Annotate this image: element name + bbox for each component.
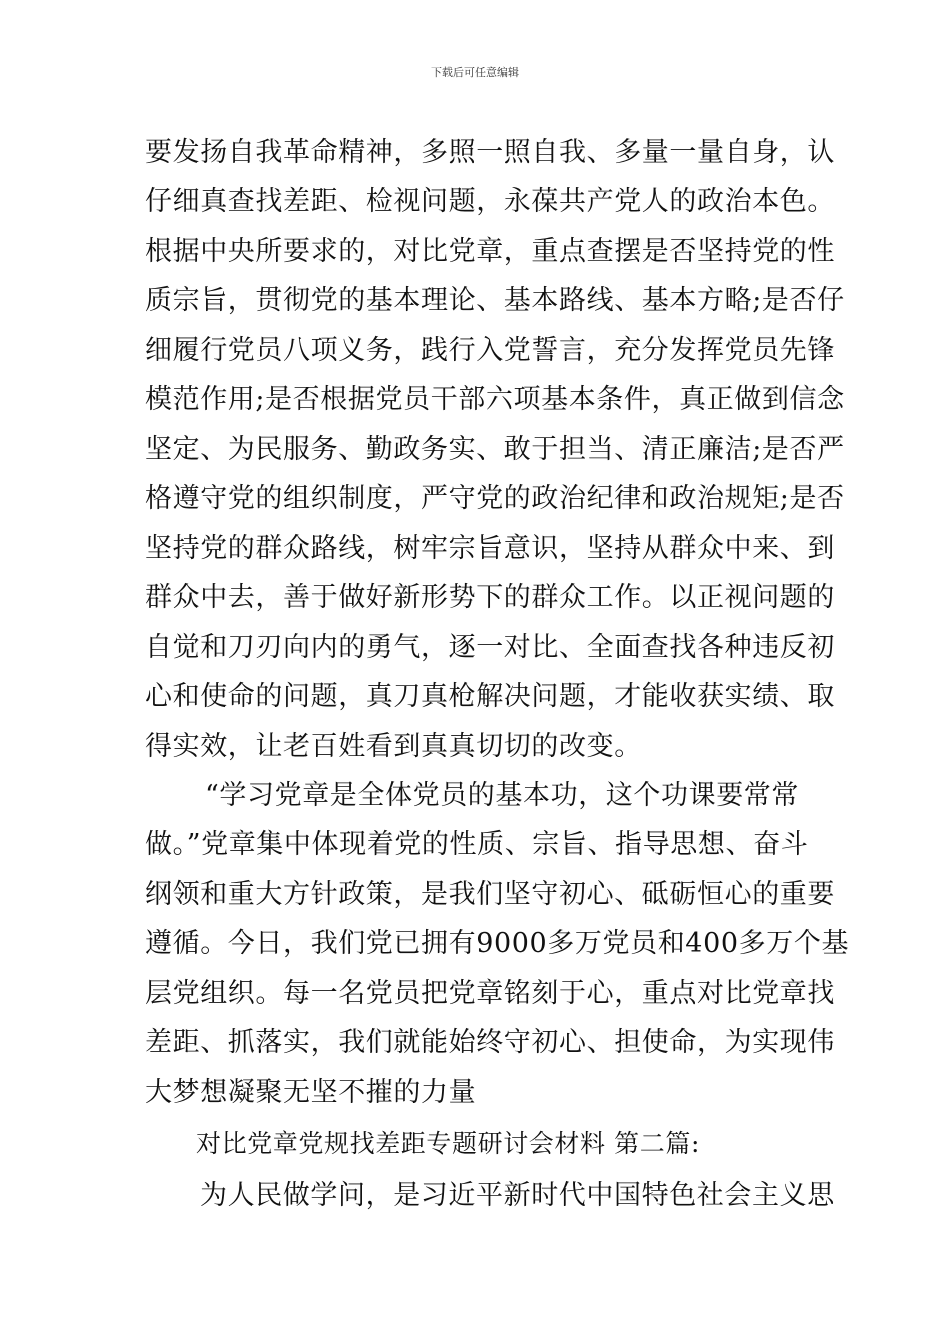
paragraph-line: 群众中去，善于做好新形势下的群众工作。以正视问题的 bbox=[145, 582, 835, 613]
paragraph-line: 层党组织。每一名党员把党章铭刻于心，重点对比党章找 bbox=[145, 978, 835, 1009]
paragraph-line: 坚定、为民服务、勤政务实、敢于担当、清正廉洁;是否严 bbox=[145, 434, 845, 465]
paragraph-line: 为人民做学问，是习近平新时代中国特色社会主义思 bbox=[200, 1180, 835, 1211]
paragraph-line: 质宗旨，贯彻党的基本理论、基本路线、基本方略;是否仔 bbox=[145, 285, 845, 316]
paragraph-line: 大梦想凝聚无坚不摧的力量 bbox=[145, 1077, 477, 1108]
paragraph-line: 自觉和刀刃向内的勇气，逐一对比、全面查找各种违反初 bbox=[145, 632, 835, 663]
paragraph-line: 要发扬自我革命精神，多照一照自我、多量一量自身，认 bbox=[145, 137, 835, 168]
paragraph-line: 根据中央所要求的，对比党章，重点查摆是否坚持党的性 bbox=[145, 236, 835, 267]
paragraph-line: “学习党章是全体党员的基本功，这个功课要常常 bbox=[205, 780, 800, 811]
paragraph-line: 坚持党的群众路线，树牢宗旨意识，坚持从群众中来、到 bbox=[145, 533, 835, 564]
paragraph-line: 模范作用;是否根据党员干部六项基本条件，真正做到信念 bbox=[145, 384, 845, 415]
paragraph-line: 得实效，让老百姓看到真真切切的改变。 bbox=[145, 731, 642, 762]
paragraph-line: 格遵守党的组织制度，严守党的政治纪律和政治规矩;是否 bbox=[145, 483, 845, 514]
paragraph-line: 仔细真查找差距、检视问题，永葆共产党人的政治本色。 bbox=[145, 186, 835, 217]
paragraph-line: 细履行党员八项义务，践行入党誓言，充分发挥党员先锋 bbox=[145, 335, 835, 366]
paragraph-line: 遵循。今日，我们党已拥有9000多万党员和400多万个基 bbox=[145, 928, 850, 959]
paragraph-line: 纲领和重大方针政策，是我们坚守初心、砥砺恒心的重要 bbox=[145, 879, 835, 910]
paragraph-line: 差距、抓落实，我们就能始终守初心、担使命，为实现伟 bbox=[145, 1027, 835, 1058]
page-header: 下载后可任意编辑 bbox=[431, 66, 519, 79]
paragraph-line: 做。”党章集中体现着党的性质、宗旨、指导思想、奋斗 bbox=[145, 829, 809, 860]
section-heading: 对比党章党规找差距专题研讨会材料 第二篇: bbox=[196, 1129, 700, 1158]
paragraph-line: 心和使命的问题，真刀真枪解决问题，才能收获实绩、取 bbox=[145, 681, 835, 712]
